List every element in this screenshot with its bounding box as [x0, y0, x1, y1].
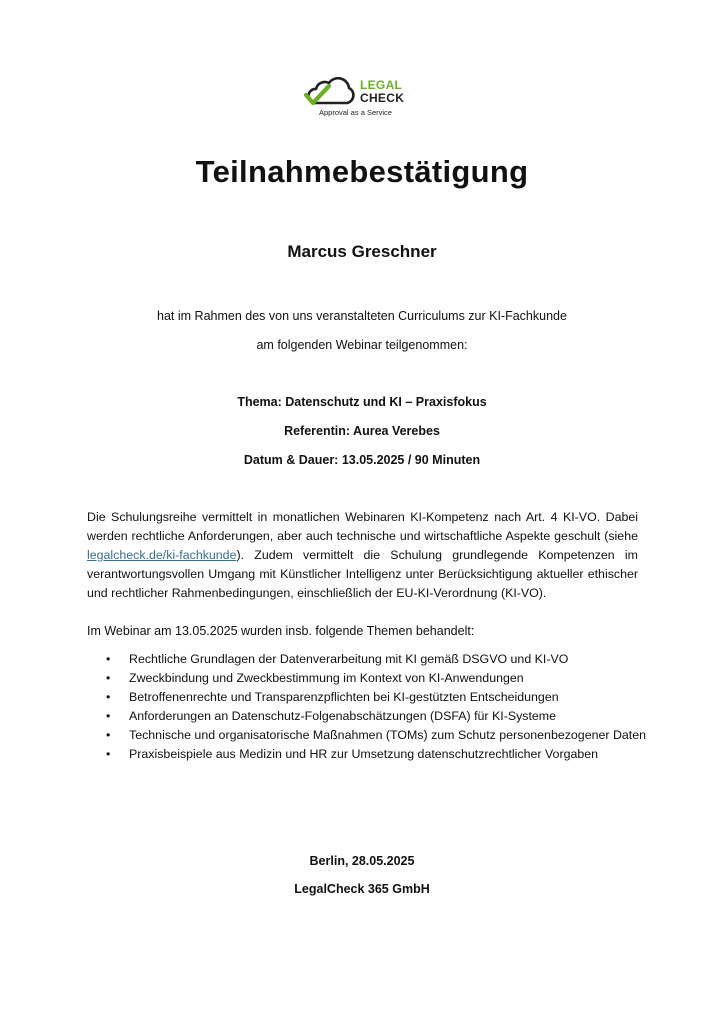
logo-text-legal: LEGAL	[360, 78, 403, 92]
webinar-speaker: Referentin: Aurea Verebes	[284, 424, 440, 438]
document-title: Teilnahmebestätigung	[195, 154, 529, 189]
logo-text-check: CHECK	[360, 91, 405, 105]
description-part-1: Die Schulungsreihe vermittelt in monatlichen Webinaren KI-Kompetenz nach Art. 4 KI-VO. Dabei werden rechtliche Anforderungen, aber auch technische und wirtschaftliche Aspekte geschult (siehe	[87, 510, 638, 543]
webinar-theme: Thema: Datenschutz und KI – Praxisfokus	[237, 395, 487, 409]
participant-name: Marcus Greschner	[287, 242, 437, 261]
logo-tagline: Approval as a Service	[319, 108, 392, 117]
topic-item: • Betroffenenrechte und Transparenzpflichten bei KI-gestützten Entscheidungen	[87, 688, 647, 707]
company-name: LegalCheck 365 GmbH	[294, 882, 430, 896]
topics-heading: Im Webinar am 13.05.2025 wurden insb. folgende Themen behandelt:	[87, 624, 475, 638]
webinar-date-duration: Datum & Dauer: 13.05.2025 / 90 Minuten	[243, 453, 481, 467]
intro-line-2: am folgenden Webinar teilgenommen:	[256, 338, 468, 352]
topic-item: • Zweckbindung und Zweckbestimmung im Kontext von KI-Anwendungen	[87, 669, 647, 688]
topic-item: • Technische und organisatorische Maßnahmen (TOMs) zum Schutz personenbezogener Daten	[87, 726, 647, 745]
fachkunde-link[interactable]: legalcheck.de/ki-fachkunde	[87, 548, 237, 562]
description-paragraph	[87, 508, 638, 603]
topics-list	[87, 650, 647, 764]
topic-item: • Rechtliche Grundlagen der Datenverarbeitung mit KI gemäß DSGVO und KI-VO	[87, 650, 647, 669]
intro-line-1: hat im Rahmen des von uns veranstalteten Curriculums zur KI-Fachkunde	[157, 309, 567, 323]
topic-item: • Praxisbeispiele aus Medizin und HR zur Umsetzung datenschutzrechtlicher Vorgaben	[87, 745, 647, 764]
topic-item: • Anforderungen an Datenschutz-Folgenabschätzungen (DSFA) für KI-Systeme	[87, 707, 647, 726]
place-date: Berlin, 28.05.2025	[309, 854, 415, 868]
description-part-2: ). Zudem vermittelt die Schulung grundlegende Kompetenzen im verantwortungsvollen Umgang mit Künstlicher Intelligenz unter Berücksichtigung aktueller ethischer und rechtlicher Rahmenbedingungen, einschließlich der EU-KI-Verordnung (KI-VO).	[87, 548, 638, 600]
legalcheck-logo	[303, 74, 423, 120]
cloud-check-icon	[303, 76, 359, 110]
